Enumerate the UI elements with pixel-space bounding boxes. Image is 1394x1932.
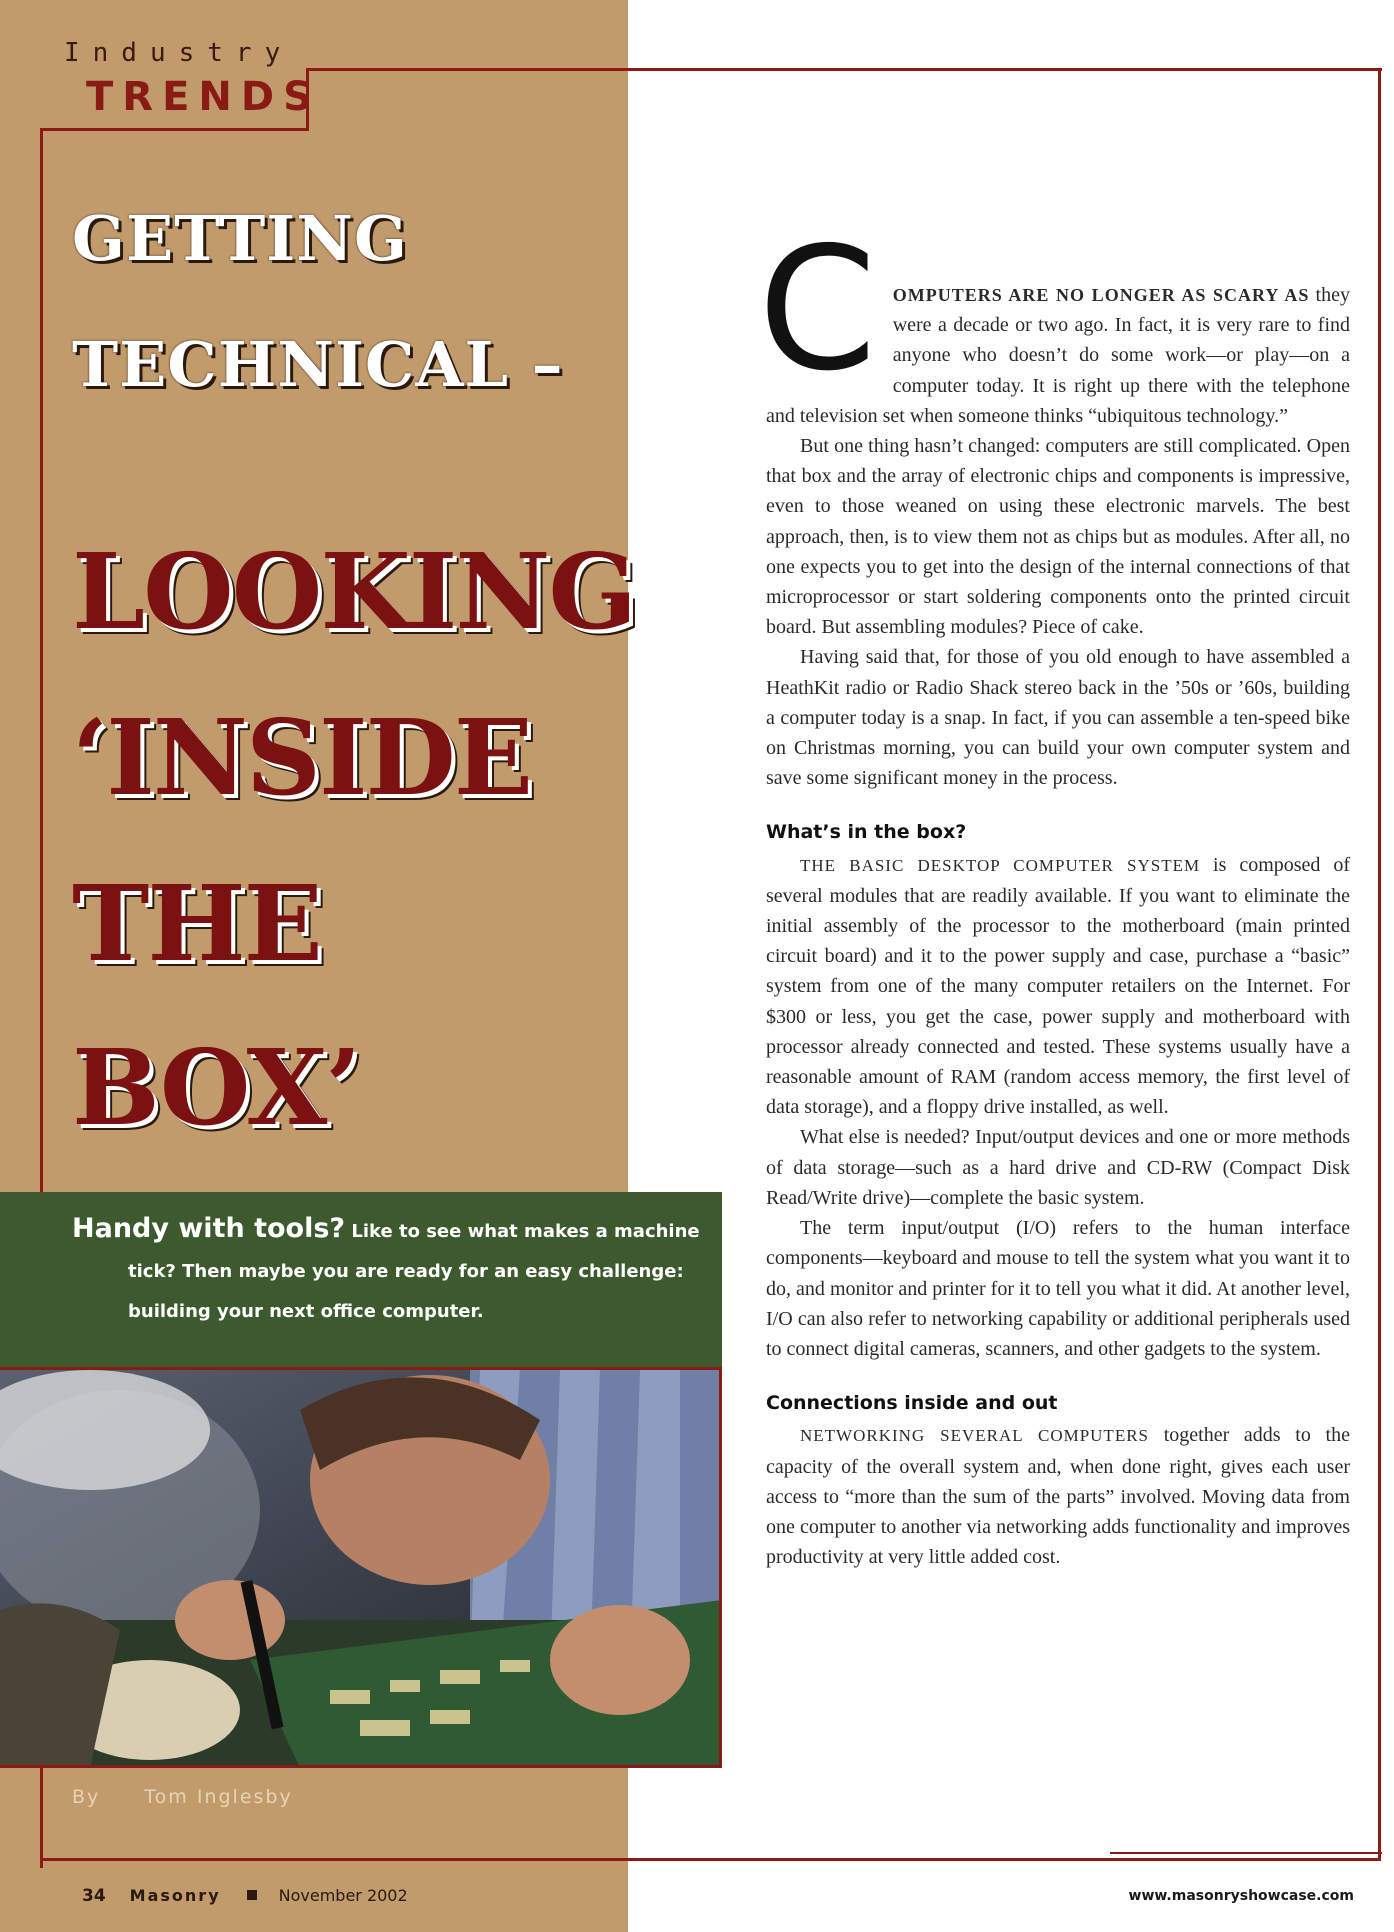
frame-line-top [308,68,1382,71]
byline-by: By [72,1786,101,1808]
paragraph-1-lead: OMPUTERS ARE NO LONGER AS SCARY AS [892,285,1310,305]
subhead-connections: Connections inside and out [766,1392,1058,1415]
section-kicker-trends: TRENDS [86,74,321,120]
deck-rest-2: tick? Then maybe you are ready for an easy challenge: [128,1261,684,1282]
paragraph-1 [758,211,1350,431]
website-url: www.masonryshowcase.com [1128,1888,1354,1904]
deck-rest-3: building your next office computer. [128,1301,484,1322]
page-number: 34 [82,1886,106,1906]
paragraph-7-lead: NETWORKING SEVERAL COMPUTERS [800,1426,1149,1446]
folio-square-icon [247,1890,257,1900]
folio [82,1886,408,1906]
paragraph-7 [766,1420,1350,1572]
frame-line-right [1378,68,1381,1858]
paragraph-6: The term input/output (I/O) refers to the human interface components—keyboard and mouse to tell the system what you want it to do, and monitor and printer for it to tell you what it did. At another level, I/O can also refer to networking capability or additional peripherals used to connect digital cameras, scanners, and other gadgets to the system. [766,1217,1350,1360]
issue-date: November 2002 [278,1886,408,1905]
paragraph-4 [766,850,1350,1123]
paragraph-1-rest: they were a decade or two ago. In fact, it is very rare to find anyone who doesn’t do some work—or play—on a computer today. It is right up there with the telephone and television set when someone thinks “ubiquitous technology.” [766,284,1350,427]
headline-line-5: THE [72,862,321,985]
paragraph-5: What else is needed? Input/output devices and one or more methods of data storage—such as a hard drive and CD-RW (Compact Disk Read/Write drive)—complete the basic system. [766,1126,1350,1209]
headline-line-4: ‘INSIDE [72,696,532,819]
article-body [758,211,1351,1572]
deck-rest-1: Like to see what makes a machine [345,1221,700,1242]
article-photo [0,1370,722,1768]
headline-line-2: TECHNICAL – [72,328,564,401]
deck-lead: Handy with tools? [72,1213,346,1244]
paragraph-4-lead: THE BASIC DESKTOP COMPUTER SYSTEM [800,855,1201,875]
frame-line-tag-horizontal [40,128,309,131]
headline-line-1: GETTING [72,202,408,275]
drop-cap: C [758,211,877,409]
subhead-whats-in-the-box: What’s in the box? [766,821,967,844]
magazine-name: Masonry [129,1886,221,1905]
byline [72,1786,293,1808]
headline-line-6: BOX’ [72,1026,360,1149]
headline-line-3: LOOKING [72,530,636,653]
paragraph-7-rest: together adds to the capacity of the overall system and, when done right, gives each user access to “more than the sum of the parts” involved. Moving data from one computer to another via networking adds functionality and improves productivity at very little added cost. [766,1424,1350,1569]
paragraph-3: Having said that, for those of you old enough to have assembled a HeathKit radio or Radio Shack stereo back in the ’50s or ’60s, building a computer today is a snap. In fact, if you can assemble a ten-speed bike on Christmas morning, you can build your own computer system and save some significant money in the process. [766,646,1350,790]
section-kicker-industry: Industry [64,38,294,68]
byline-author: Tom Inglesby [144,1786,293,1808]
article-deck [72,1212,702,1332]
paragraph-4-rest: is composed of several modules that are readily available. If you want to eliminate the initial assembly of the processor to the motherboard (main printed circuit board) and it to the power supply and case, purchase a “basic” system from one of the many computer retailers on the Internet. For $300 or less, you get the case, power supply and motherboard with processor already connected and tested. These systems usually have a reasonable amount of RAM (random access memory, the first level of data storage), and a floppy drive installed, as well. [766,853,1351,1119]
paragraph-2: But one thing hasn’t changed: computers are still complicated. Open that box and the array of electronic chips and components is impressive, even to those weaned on using these electronic marvels. The best approach, then, is to view them not as chips but as modules. After all, no one expects you to get into the design of the internal connections of that microprocessor or start soldering components onto the printed circuit board. But assembling modules? Piece of cake. [766,435,1350,639]
frame-line-bottom [40,1858,1381,1861]
frame-line-inner-bottom [1110,1852,1382,1854]
